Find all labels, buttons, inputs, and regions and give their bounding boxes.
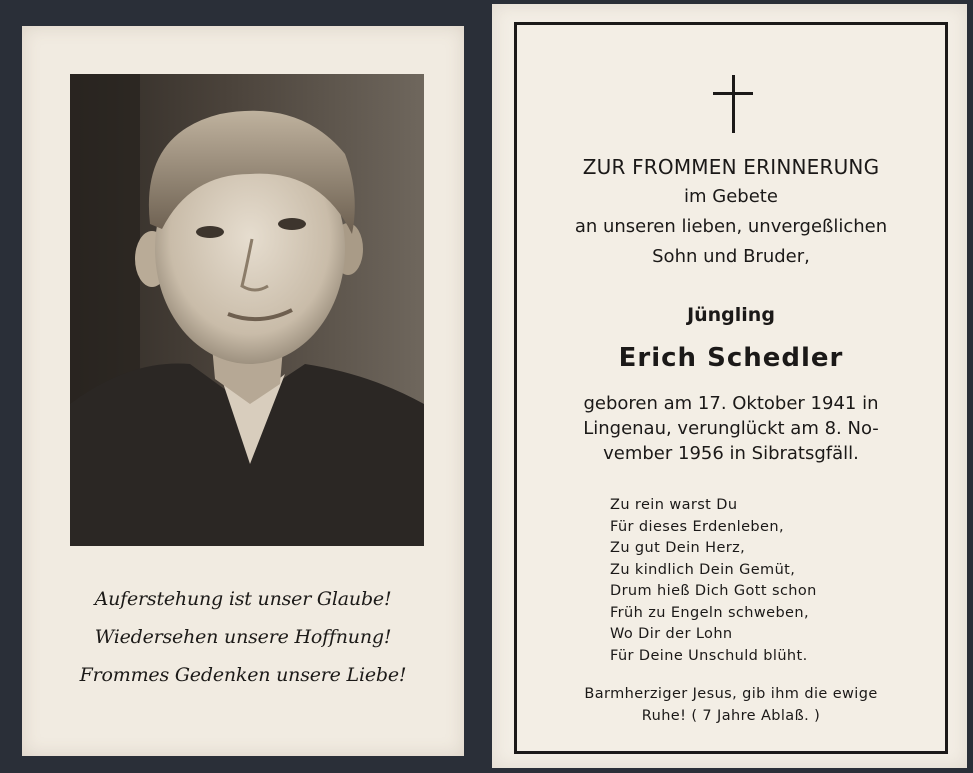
prayer-line: Barmherziger Jesus, gib ihm die ewige bbox=[584, 686, 878, 702]
poem-line: Zu kindlich Dein Gemüt, bbox=[610, 561, 796, 578]
poem-line: Wo Dir der Lohn bbox=[610, 626, 733, 642]
poem-line: Für dieses Erdenleben, bbox=[610, 518, 784, 535]
motto-line: Auferstehung ist unser Glaube! bbox=[94, 588, 392, 610]
intro-line: Sohn und Bruder, bbox=[652, 246, 810, 267]
bio-line: vember 1956 in Sibratsgfäll. bbox=[603, 443, 859, 464]
deceased-name: Erich Schedler bbox=[618, 343, 844, 373]
memorial-card-left bbox=[22, 26, 464, 756]
heading: ZUR FROMMEN ERINNERUNG bbox=[582, 155, 880, 179]
poem-line: Zu gut Dein Herz, bbox=[610, 540, 746, 556]
prayer-line: Ruhe! ( 7 Jahre Ablaß. ) bbox=[641, 708, 821, 724]
intro-text bbox=[517, 182, 945, 272]
poem-line: Für Deine Unschuld blüht. bbox=[610, 647, 808, 664]
motto-line: Frommes Gedenken unsere Liebe! bbox=[79, 664, 407, 686]
memorial-card-right bbox=[492, 4, 967, 768]
poem-text bbox=[610, 495, 817, 667]
title-word: Jüngling bbox=[687, 304, 775, 326]
motto-text bbox=[22, 580, 464, 694]
bio-line: geboren am 17. Oktober 1941 in bbox=[583, 393, 879, 414]
motto-line: Wiedersehen unsere Hoffnung! bbox=[94, 626, 392, 648]
portrait-image bbox=[70, 74, 424, 546]
poem-line: Zu rein warst Du bbox=[610, 497, 738, 513]
poem-line: Früh zu Engeln schweben, bbox=[610, 604, 809, 621]
intro-line: im Gebete bbox=[684, 186, 778, 207]
portrait-photo bbox=[70, 74, 424, 546]
bio-line: Lingenau, verunglückt am 8. No- bbox=[583, 418, 879, 439]
cross-icon bbox=[713, 75, 753, 135]
intro-line: an unseren lieben, unvergeßlichen bbox=[574, 216, 888, 237]
poem-line: Drum hieß Dich Gott schon bbox=[610, 583, 817, 599]
black-border-frame bbox=[514, 22, 948, 754]
prayer-text bbox=[517, 683, 945, 727]
biography-text bbox=[517, 391, 945, 466]
